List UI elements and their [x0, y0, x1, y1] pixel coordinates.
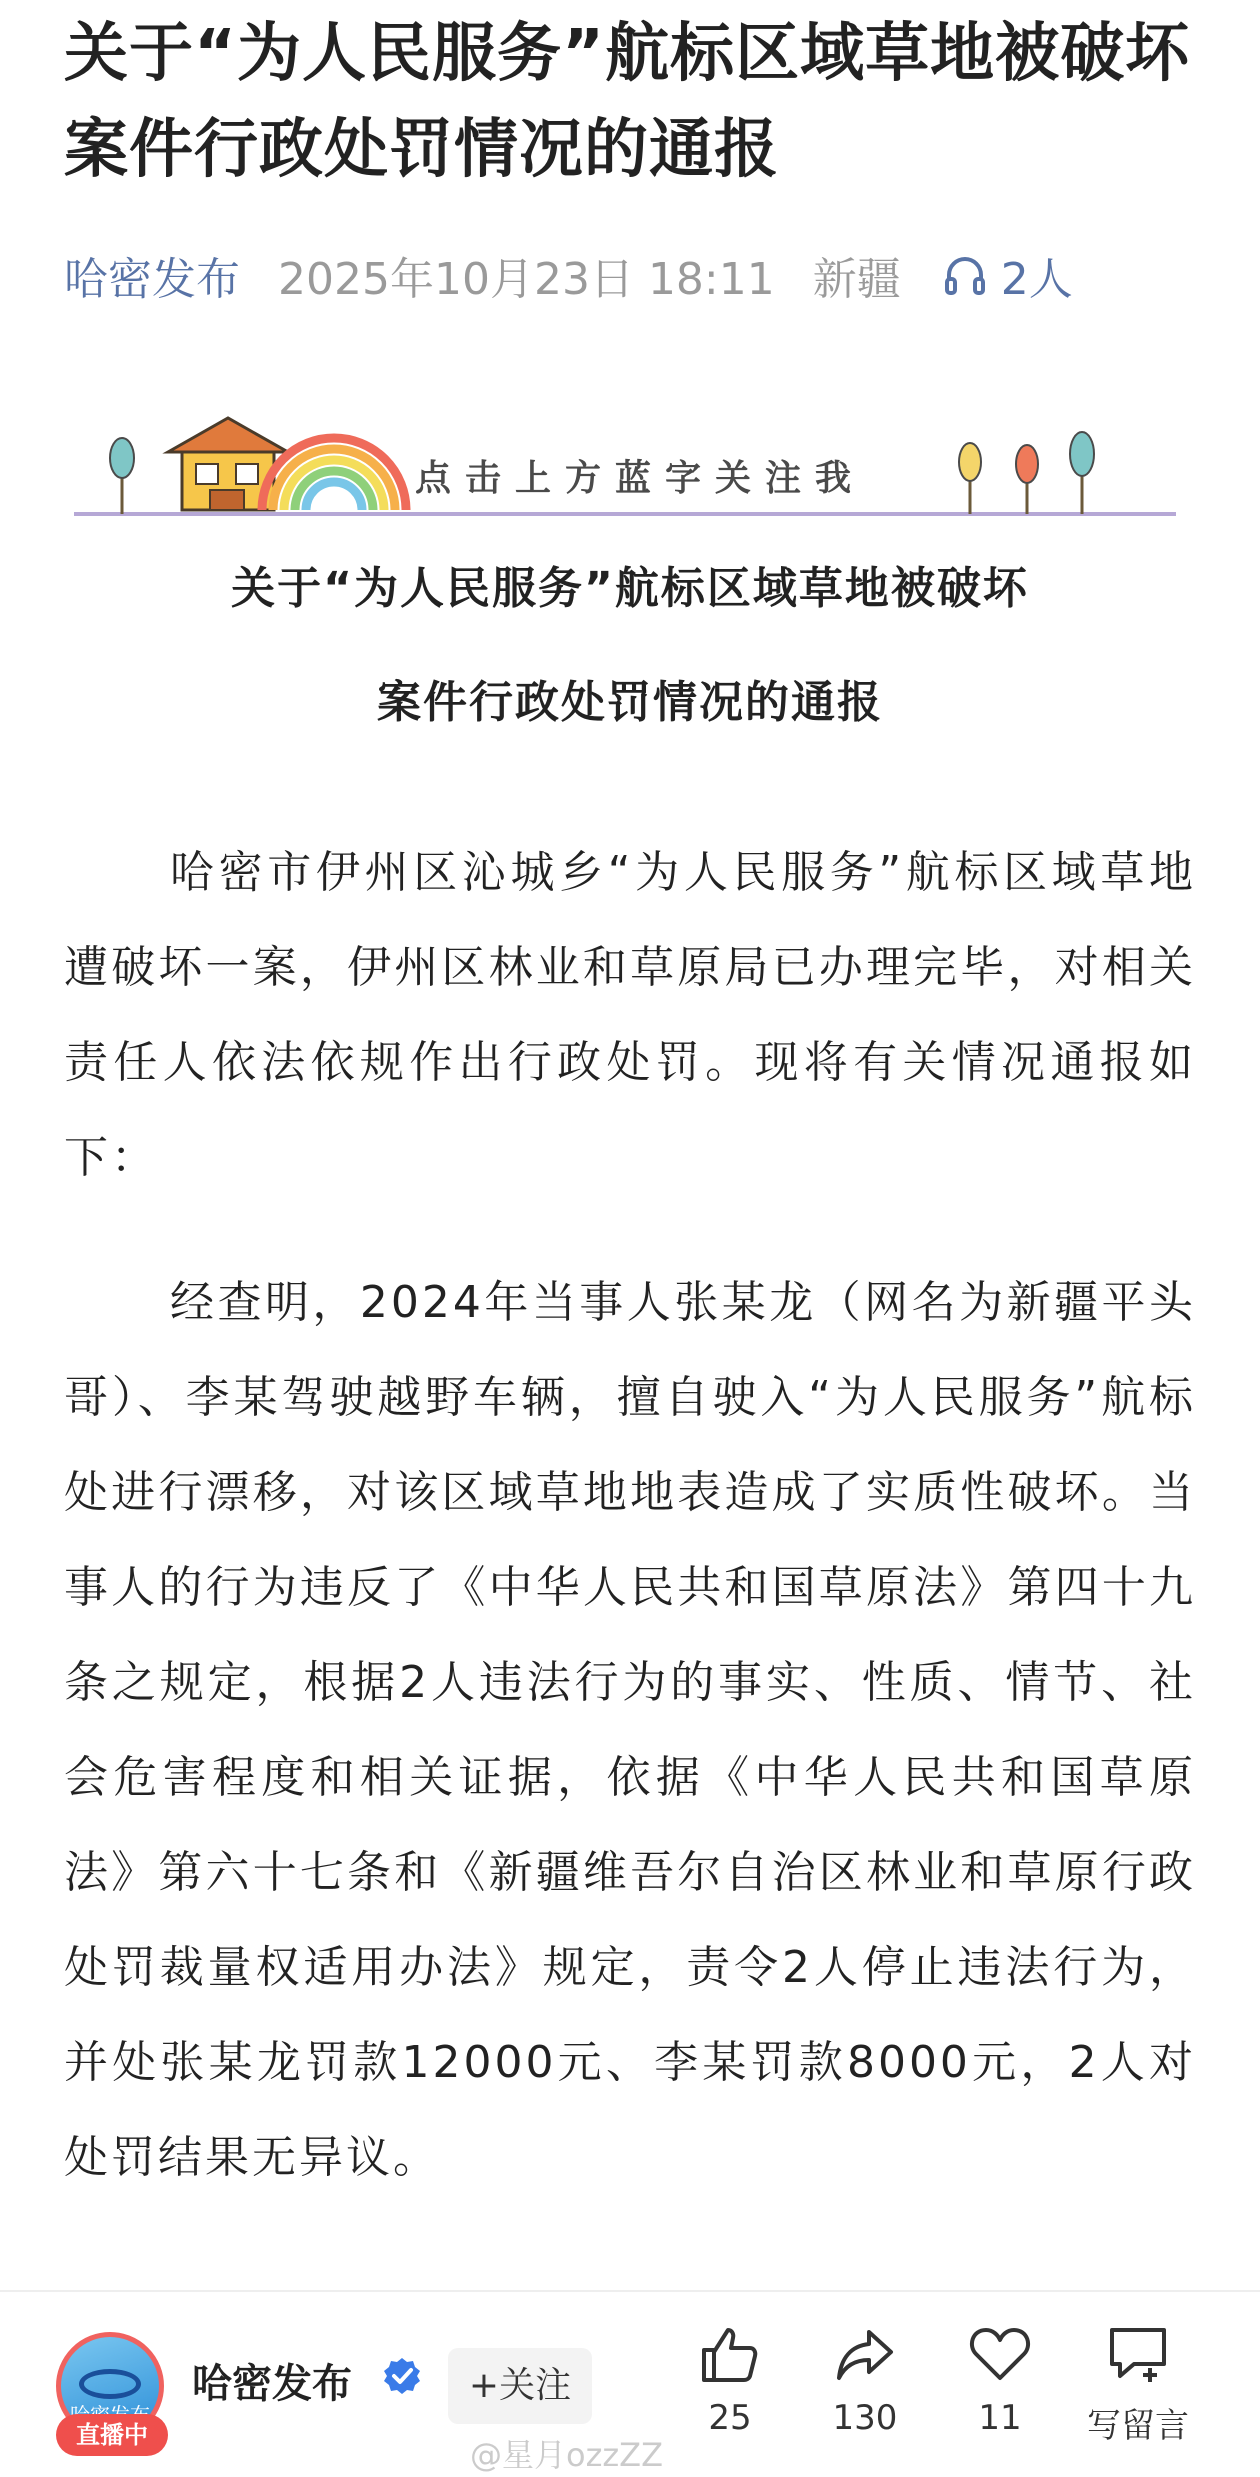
listener-count: 2人 [1000, 254, 1073, 305]
comment-plus-icon [1106, 2322, 1170, 2386]
heart-icon [968, 2322, 1032, 2386]
article-meta [64, 240, 1073, 310]
publish-datetime: 2025年10月23日 18:11 [278, 254, 775, 305]
share-count: 130 [832, 2398, 898, 2438]
logo-ring-icon [79, 2369, 141, 2399]
comment-label: 写留言 [1087, 2406, 1189, 2446]
body-heading-line2: 案件行政处罚情况的通报 [377, 677, 883, 728]
live-badge[interactable]: 直播中 [56, 2414, 168, 2456]
headphones-icon [943, 253, 987, 297]
like-count: 25 [708, 2398, 752, 2438]
body-heading-line1: 关于“为人民服务”航标区域草地被破坏 [231, 563, 1029, 614]
follow-button[interactable]: +关注 [448, 2348, 592, 2424]
share-arrow-icon [833, 2322, 897, 2386]
article-title: 关于“为人民服务”航标区域草地被破坏案件行政处罚情况的通报 [64, 17, 1191, 187]
article-paragraph: 经查明，2024年当事人张某龙（网名为新疆平头哥）、李某驾驶越野车辆，擅自驶入“为人民服务”航标处进行漂移，对该区域草地地表造成了实质性破坏。当事人的行为违反了《中华人民共和国草原法》第四十九条之规定，根据2人违法行为的事实、性质、情节、社会危害程度和相关证据，依据《中华人民共和国草原法》第六十七条和《新疆维吾尔自治区林业和草原行政处罚裁量权适用办法》规定，责令2人停止违法行为，并处张某龙罚款12000元、李某罚款8000元，2人对处罚结果无异议。 [64, 1277, 1196, 2183]
comment-button[interactable] [1078, 2322, 1198, 2447]
tree-icon [959, 443, 981, 514]
favorite-button[interactable] [940, 2322, 1060, 2438]
tree-icon [1016, 445, 1038, 514]
source-link[interactable]: 哈密发布 [64, 254, 240, 305]
tree-icon [1070, 432, 1094, 514]
listen-button[interactable] [943, 243, 1073, 307]
thumbs-up-icon [698, 2322, 762, 2386]
banner-text: 点击上方蓝字关注我 [415, 458, 866, 499]
tree-icon [110, 438, 134, 514]
region-label: 新疆 [812, 254, 901, 305]
watermark: @星月ozzZZ [470, 2436, 664, 2474]
article-paragraph: 哈密市伊州区沁城乡“为人民服务”航标区域草地遭破坏一案，伊州区林业和草原局已办理完毕，对相关责任人依法依规作出行政处罚。现将有关情况通报如下： [64, 847, 1196, 1183]
follow-banner[interactable] [70, 398, 1180, 528]
account-name[interactable]: 哈密发布 [192, 2361, 352, 2407]
bottom-action-bar [0, 2290, 1260, 2477]
favorite-count: 11 [978, 2398, 1022, 2438]
share-button[interactable] [805, 2322, 925, 2438]
like-button[interactable] [670, 2322, 790, 2438]
verified-badge-icon [382, 2356, 422, 2396]
